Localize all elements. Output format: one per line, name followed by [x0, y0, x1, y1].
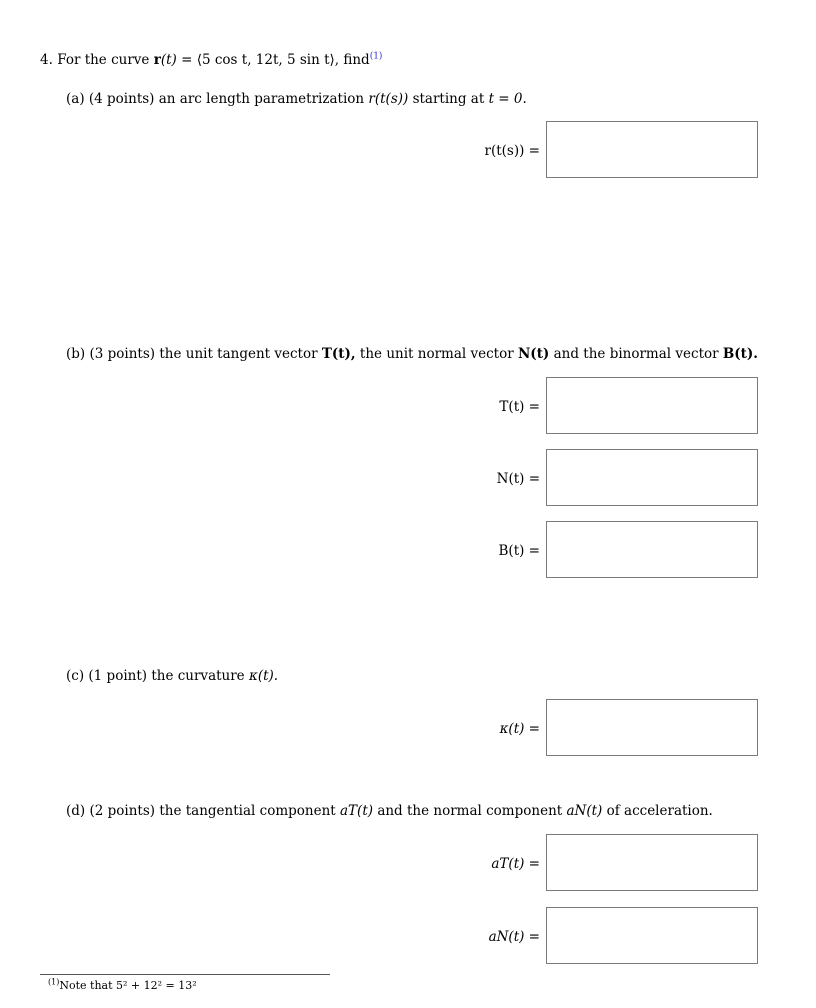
part-b-text-3: and the binormal vector [553, 346, 719, 362]
part-d-text-1: the tangential component [159, 803, 336, 819]
footnote-text: Note that 5² + 12² = 13² [59, 979, 197, 992]
part-d-aN: aN(t) [566, 803, 603, 819]
part-a-condition: t = 0. [488, 91, 527, 107]
problem-statement [40, 52, 382, 68]
part-c-points: (1 point) [88, 668, 148, 684]
problem-number: 4. [40, 52, 53, 68]
part-a-text: an arc length parametrization [158, 91, 365, 107]
answer-label-T: T(t) = [499, 399, 540, 415]
answer-box-kappa[interactable] [546, 699, 758, 756]
answer-box-aN[interactable] [546, 907, 758, 964]
part-c-label: (c) [66, 668, 85, 684]
footnote-rule [40, 974, 330, 975]
footnote [48, 979, 197, 992]
part-c-kappa: κ(t). [248, 668, 279, 684]
footnote-marker: (1) [48, 977, 60, 987]
part-a-expr: r(t(s)) [368, 91, 409, 107]
answer-box-r[interactable] [546, 121, 758, 178]
part-b-B: B(t). [722, 346, 758, 362]
part-d-text-2: and the normal component [377, 803, 563, 819]
part-b-T: T(t), [321, 346, 356, 362]
answer-label-aT: aT(t) = [491, 856, 540, 872]
part-a-prompt [66, 91, 527, 107]
answer-box-B[interactable] [546, 521, 758, 578]
part-b-text-2: the unit normal vector [359, 346, 514, 362]
part-c-text: the curvature [151, 668, 245, 684]
part-b-N: N(t) [517, 346, 550, 362]
answer-box-aT[interactable] [546, 834, 758, 891]
part-d-label: (d) [66, 803, 86, 819]
part-a-points: (4 points) [88, 91, 155, 107]
part-a-text-2: starting at [412, 91, 485, 107]
part-a-label: (a) [66, 91, 85, 107]
answer-label-kappa: κ(t) = [499, 721, 540, 737]
curve-symbol: r [153, 52, 161, 68]
part-d-prompt [66, 803, 713, 819]
problem-intro: For the curve [57, 52, 150, 68]
answer-label-aN: aN(t) = [488, 929, 540, 945]
answer-label-B: B(t) = [498, 543, 540, 559]
part-b-points: (3 points) [89, 346, 156, 362]
answer-label-N: N(t) = [496, 471, 540, 487]
part-b-prompt [66, 346, 758, 362]
curve-equation: = ⟨5 cos t, 12t, 5 sin t⟩, find [181, 52, 370, 68]
answer-label-r: r(t(s)) = [484, 143, 540, 159]
part-d-points: (2 points) [89, 803, 156, 819]
part-c-prompt [66, 668, 278, 684]
part-b-text-1: the unit tangent vector [159, 346, 318, 362]
footnote-reference[interactable]: (1) [369, 51, 383, 62]
curve-arg: (t) [160, 52, 177, 68]
part-d-aT: aT(t) [340, 803, 374, 819]
part-b-label: (b) [66, 346, 86, 362]
part-d-text-3: of acceleration. [606, 803, 713, 819]
answer-box-N[interactable] [546, 449, 758, 506]
answer-box-T[interactable] [546, 377, 758, 434]
